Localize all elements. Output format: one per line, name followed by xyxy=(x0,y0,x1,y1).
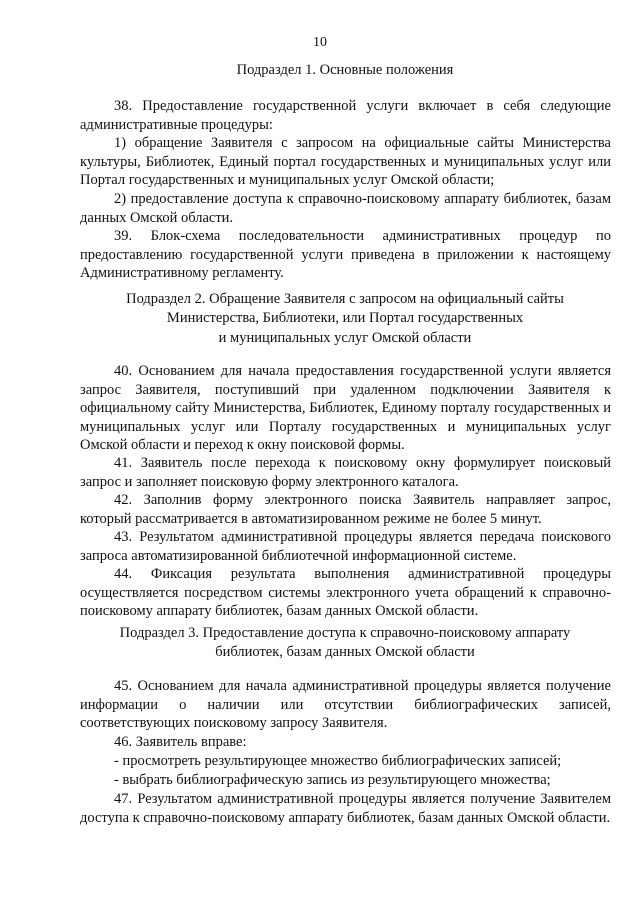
paragraph-40: 40. Основанием для начала предоставления государственной услуги является запрос Заявителя, поступивший при удаленном подключении Заявителя к официальному сайту Министерства, Библиотек, Единому порталу государственных и муниципальных услуг или Порталу государственных и муниципальных услуг Омской области и переход к окну поисковой формы. xyxy=(80,363,611,454)
paragraph-38-item-2: 2) предоставление доступа к справочно-поисковому аппарату библиотек, базам данных Омской области. xyxy=(80,191,611,226)
subsection-1-title: Подраздел 1. Основные положения xyxy=(236,62,454,78)
paragraph-38: 38. Предоставление государственной услуги включает в себя следующие административные процедуры: xyxy=(80,98,611,133)
paragraph-45: 45. Основанием для начала административной процедуры является получение информации о наличии или отсутствии библиографических записей, соответствующих поисковому запросу Заявителя. xyxy=(80,678,611,732)
paragraph-39: 39. Блок-схема последовательности административных процедур по предоставлению государственной услуги приведена в приложении к настоящему Административному регламенту. xyxy=(80,228,611,282)
subsection-2-title-line-1: Подраздел 2. Обращение Заявителя с запросом на официальный сайты xyxy=(126,291,564,307)
paragraph-42: 42. Заполнив форму электронного поиска Заявитель направляет запрос, который рассматривается в автоматизированном режиме не более 5 минут. xyxy=(80,492,611,527)
paragraph-47: 47. Результатом административной процедуры является получение Заявителем доступа к справочно-поисковому аппарату библиотек, базам данных Омской области. xyxy=(80,791,611,826)
subsection-2-title-line-3: и муниципальных услуг Омской области xyxy=(218,329,472,346)
subsection-2-title xyxy=(90,290,600,348)
paragraph-46: 46. Заявитель вправе: xyxy=(114,734,247,750)
subsection-3-title-line-2: библиотек, базам данных Омской области xyxy=(215,644,475,661)
paragraph-46-item-1: - просмотреть результирующее множество библиографических записей; xyxy=(114,753,562,769)
page-number: 10 xyxy=(313,35,327,50)
paragraph-46-item-2: - выбрать библиографическую запись из результирующего множества; xyxy=(114,772,551,788)
subsection-3-title xyxy=(90,624,600,663)
paragraph-44: 44. Фиксация результата выполнения административной процедуры осуществляется посредством системы электронного учета обращений к справочно-поисковому аппарату библиотек, базам данных Омской области. xyxy=(80,566,611,620)
paragraph-38-item-1: 1) обращение Заявителя с запросом на официальные сайты Министерства культуры, Библиотек, Единый портал государственных и муниципальных услуг или Портал государственных и муниципальных услуг Омской области; xyxy=(80,135,611,189)
subsection-2-title-line-2: Министерства, Библиотеки, или Портал государственных xyxy=(166,310,524,327)
paragraph-43: 43. Результатом административной процедуры является передача поискового запроса автоматизированной библиотечной информационной системе. xyxy=(80,529,611,564)
paragraph-41: 41. Заявитель после перехода к поисковому окну формулирует поисковый запрос и заполняет поисковую форму электронного каталога. xyxy=(80,455,611,490)
subsection-3-title-line-1: Подраздел 3. Предоставление доступа к справочно-поисковому аппарату xyxy=(119,625,571,641)
